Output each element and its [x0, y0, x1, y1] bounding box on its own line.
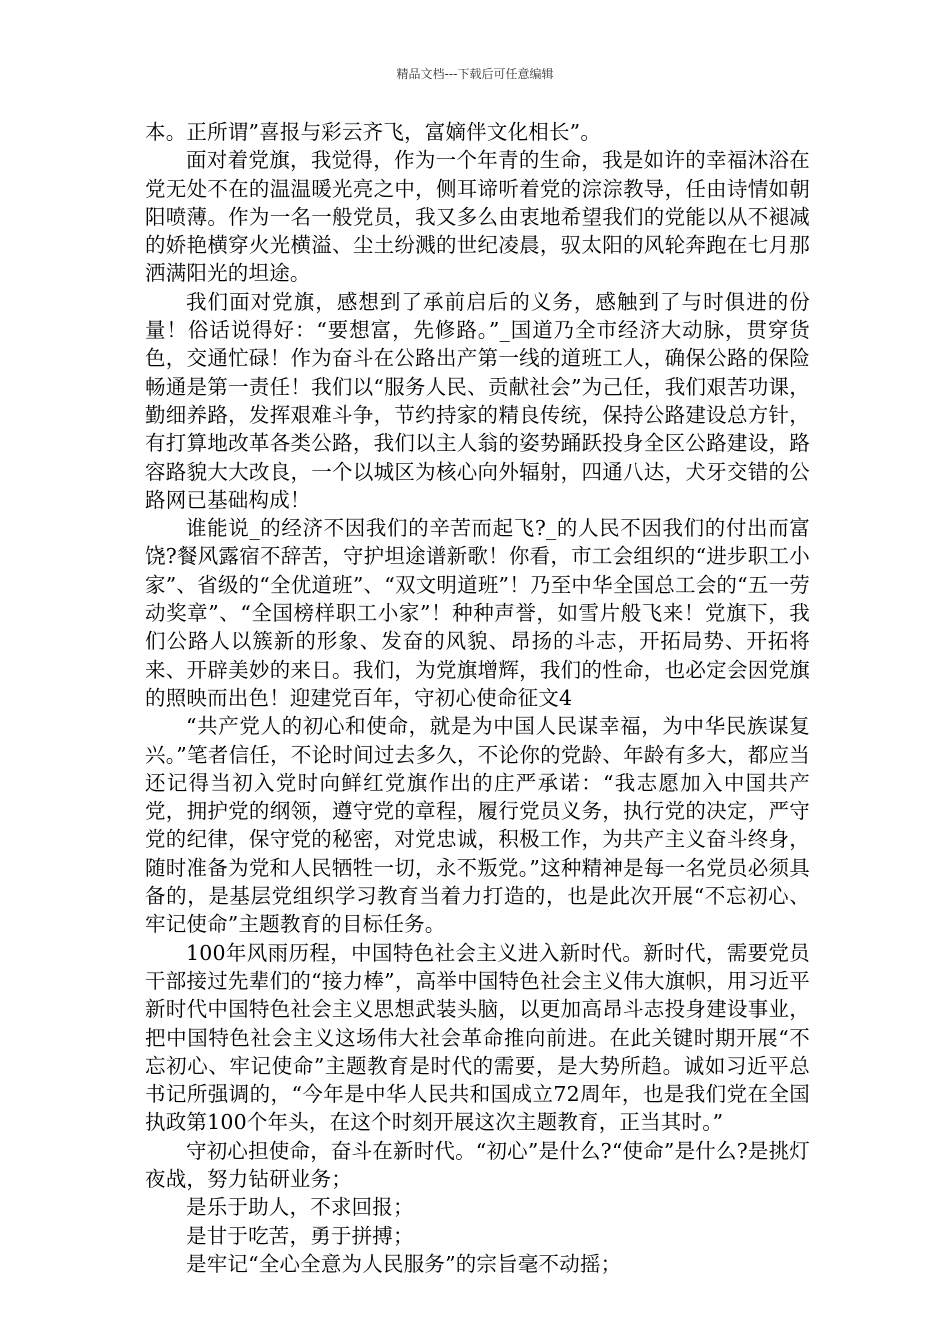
paragraph: “共产党人的初心和使命，就是为中国人民谋幸福，为中华民族谋复兴。”笔者信任，不论时间过去多久，不论你的党龄、年龄有多大，都应当还记得当初入党时向鲜红党旗作出的庄严承诺：“我志愿加入中国共产党，拥护党的纲领，遵守党的章程，履行党员义务，执行党的决定，严守党的纪律，保守党的秘密，对党忠诚，积极工作，为共产主义奋斗终身，随时准备为党和人民牺牲一切，永不叛党。”这种精神是每一名党员必须具备的，是基层党组织学习教育当着力打造的，也是此次开展“不忘初心、牢记使命”主题教育的目标任务。 — [145, 714, 810, 937]
paragraph: 面对着党旗，我觉得，作为一个年青的生命，我是如许的幸福沐浴在党无处不在的温温暖光亮之中，侧耳谛听着党的淙淙教导，任由诗情如朝阳喷薄。作为一名一般党员，我又多么由衷地希望我们的党能以从不褪减的娇艳横穿火光横溢、尘土纷溅的世纪凌晨，驭太阳的风轮奔跑在七月那洒满阳光的坦途。 — [145, 148, 810, 286]
paragraph: 是牢记“全心全意为人民服务”的宗旨毫不动摇； — [186, 1251, 622, 1276]
paragraph: 是甘于吃苦，勇于拼搏； — [186, 1223, 414, 1248]
document-body — [145, 118, 810, 1278]
paragraph: 我们面对党旗，感想到了承前启后的义务，感触到了与时俱进的份量！俗话说得好：“要想富，先修路。”_国道乃全市经济大动脉，贯穿货色，交通忙碌！作为奋斗在公路出产第一线的道班工人，确保公路的保险畅通是第一责任！我们以“服务人民、贡献社会”为己任，我们艰苦功课，勤细养路，发挥艰难斗争，节约持家的精良传统，保持公路建设总方针，有打算地改革各类公路，我们以主人翁的姿势踊跃投身全区公路建设，路容路貌大大改良，一个以城区为核心向外辐射，四通八达，犬牙交错的公路网已基础构成！ — [145, 289, 810, 512]
paragraph: 守初心担使命，奋斗在新时代。“初心”是什么?“使命”是什么?是挑灯夜战，努力钻研业务； — [145, 1138, 811, 1191]
paragraph: 是乐于助人，不求回报； — [186, 1195, 414, 1220]
page-header: 精品文档---下载后可任意编辑 — [396, 67, 554, 81]
paragraph: 本。正所谓”喜报与彩云齐飞，富嫡伴文化相长”。 — [145, 120, 602, 144]
paragraph: 谁能说_的经济不因我们的辛苦而起飞?_的人民不因我们的付出而富饶?餐风露宿不辞苦，守护坦途谱新歌！你看，市工会组织的“进步职工小家”、省级的“全优道班”、“双文明道班”！乃至中华全国总工会的“五一劳动奖章”、“全国榜样职工小家”！种种声誉，如雪片般飞来！党旗下，我们公路人以簇新的形象、发奋的风貌、昂扬的斗志，开拓局势、开拓将来、开辟美妙的来日。我们，为党旗增辉，我们的性命，也必定会因党旗的照映而出色！迎建党百年，守初心使命征文4 — [145, 516, 810, 710]
paragraph: 100年风雨历程，中国特色社会主义进入新时代。新时代，需要党员干部接过先辈们的“接力棒”，高举中国特色社会主义伟大旗帜，用习近平新时代中国特色社会主义思想武装头脑，以更加高昂斗志投身建设事业，把中国特色社会主义这场伟大社会革命推向前进。在此关键时期开展“不忘初心、牢记使命”主题教育是时代的需要，是大势所趋。诚如习近平总书记所强调的，“今年是中华人民共和国成立72周年，也是我们党在全国执政第100个年头，在这个时刻开展这次主题教育，正当其时。” — [145, 940, 810, 1135]
